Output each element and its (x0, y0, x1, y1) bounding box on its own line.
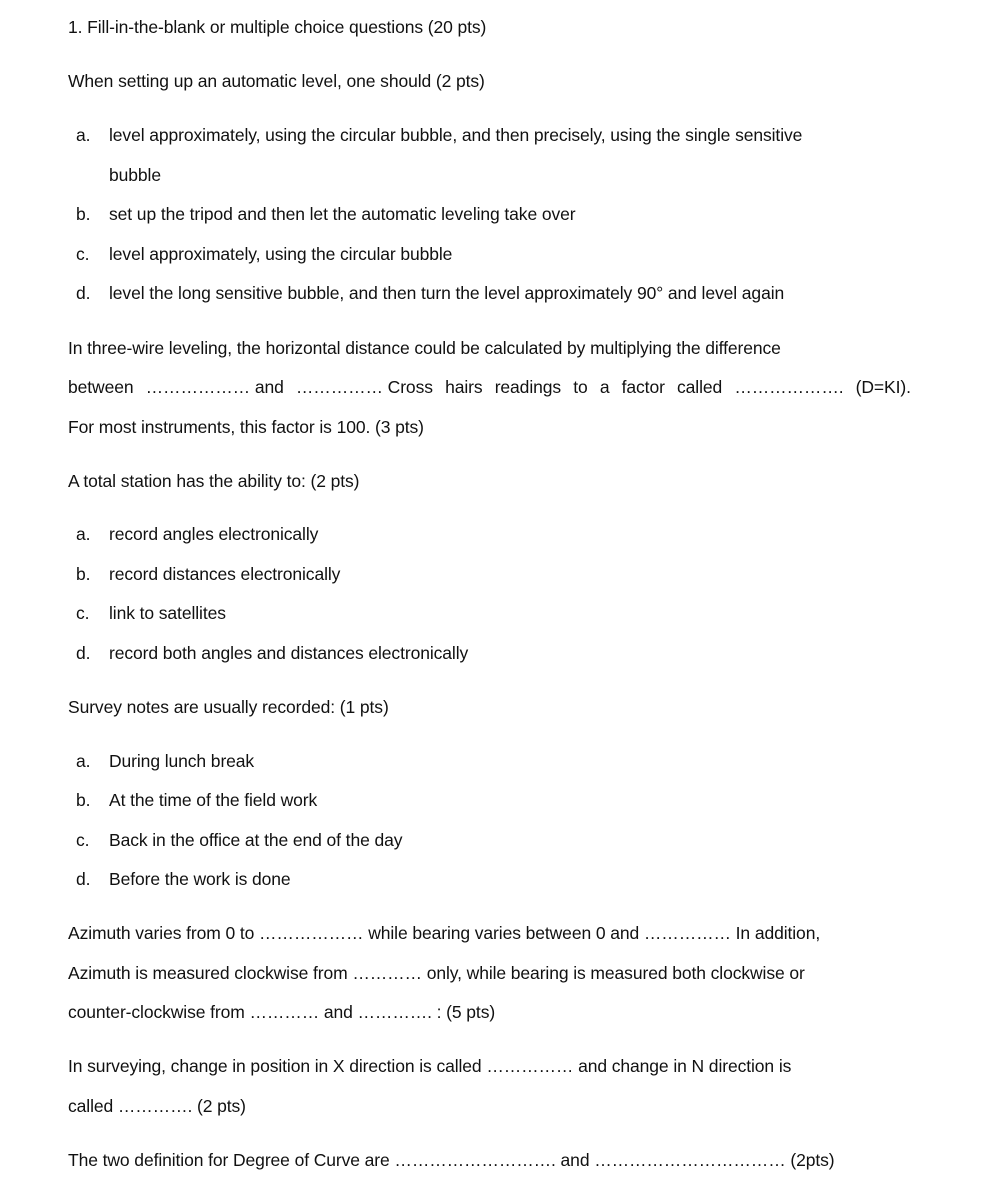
option-text: During lunch break (109, 751, 255, 771)
option-letter: b. (76, 564, 91, 584)
question-4-option-d (76, 868, 291, 890)
question-1-option-a (76, 124, 802, 146)
blank-3: ………………. (734, 377, 844, 397)
option-text: level approximately, using the circular bubble, and then precisely, using the single sensitive (109, 125, 803, 145)
question-4-option-c (76, 829, 402, 851)
question-5-line-1: Azimuth varies from 0 to ……………… while bearing varies between 0 and …………… In addition, (68, 923, 821, 943)
question-1-option-b (76, 203, 576, 225)
question-1-option-d (76, 282, 784, 304)
question-4-option-a (76, 750, 254, 772)
question-2-line-1 (68, 337, 911, 359)
option-text: level the long sensitive bubble, and then turn the level approximately 90° and level again (109, 283, 785, 303)
option-text: level approximately, using the circular bubble (109, 244, 453, 264)
section-title: 1. Fill-in-the-blank or multiple choice questions (20 pts) (68, 17, 487, 37)
option-letter: b. (76, 204, 91, 224)
option-letter: c. (76, 830, 90, 850)
question-3-stem: A total station has the ability to: (2 pts) (68, 471, 360, 491)
option-text: record distances electronically (109, 564, 341, 584)
word: factor (621, 377, 665, 397)
option-letter: c. (76, 244, 90, 264)
question-7-line-1: The two definition for Degree of Curve are ………………………. and …………………………… (2pts) (68, 1150, 835, 1170)
question-1-option-a-continuation: bubble (109, 165, 161, 185)
question-2-line-2 (68, 376, 911, 398)
option-text: At the time of the field work (109, 790, 318, 810)
question-1-option-c (76, 243, 452, 265)
question-6-line-2: called …………. (2 pts) (68, 1096, 246, 1116)
question-5-line-3: counter-clockwise from ………… and …………. : (5 pts) (68, 1002, 496, 1022)
question-3-option-c (76, 602, 226, 624)
question-5-line-2: Azimuth is measured clockwise from ………… only, while bearing is measured both clockwise or (68, 963, 805, 983)
option-text: set up the tripod and then let the automatic leveling take over (109, 204, 576, 224)
blank-2: …………… Cross (295, 377, 433, 397)
option-letter: d. (76, 869, 91, 889)
option-text: Back in the office at the end of the day (109, 830, 403, 850)
question-1-stem: When setting up an automatic level, one should (2 pts) (68, 71, 485, 91)
question-4-stem: Survey notes are usually recorded: (1 pts) (68, 697, 389, 717)
option-text: link to satellites (109, 603, 226, 623)
word: hairs (445, 377, 483, 397)
question-3-option-a (76, 523, 318, 545)
option-letter: d. (76, 643, 91, 663)
question-3-option-b (76, 563, 340, 585)
question-2-line-3: For most instruments, this factor is 100. (3 pts) (68, 417, 424, 437)
word: (D=KI). (855, 377, 911, 397)
word: readings (494, 377, 562, 397)
option-letter: a. (76, 751, 91, 771)
question-6-line-1: In surveying, change in position in X direction is called …………… and change in N direction is (68, 1056, 792, 1076)
word: a (599, 377, 610, 397)
option-letter: b. (76, 790, 91, 810)
option-text: Before the work is done (109, 869, 291, 889)
option-text: record both angles and distances electronically (109, 643, 469, 663)
question-2-line-1-text: In three-wire leveling, the horizontal distance could be calculated by multiplying the difference (68, 338, 781, 358)
question-4-option-b (76, 789, 317, 811)
word: called (677, 377, 723, 397)
option-letter: a. (76, 524, 91, 544)
blank-1: ……………… and (145, 377, 284, 397)
option-letter: c. (76, 603, 90, 623)
option-letter: d. (76, 283, 91, 303)
option-text: record angles electronically (109, 524, 319, 544)
word: between (68, 377, 134, 397)
option-letter: a. (76, 125, 91, 145)
question-3-option-d (76, 642, 468, 664)
word: to (573, 377, 588, 397)
